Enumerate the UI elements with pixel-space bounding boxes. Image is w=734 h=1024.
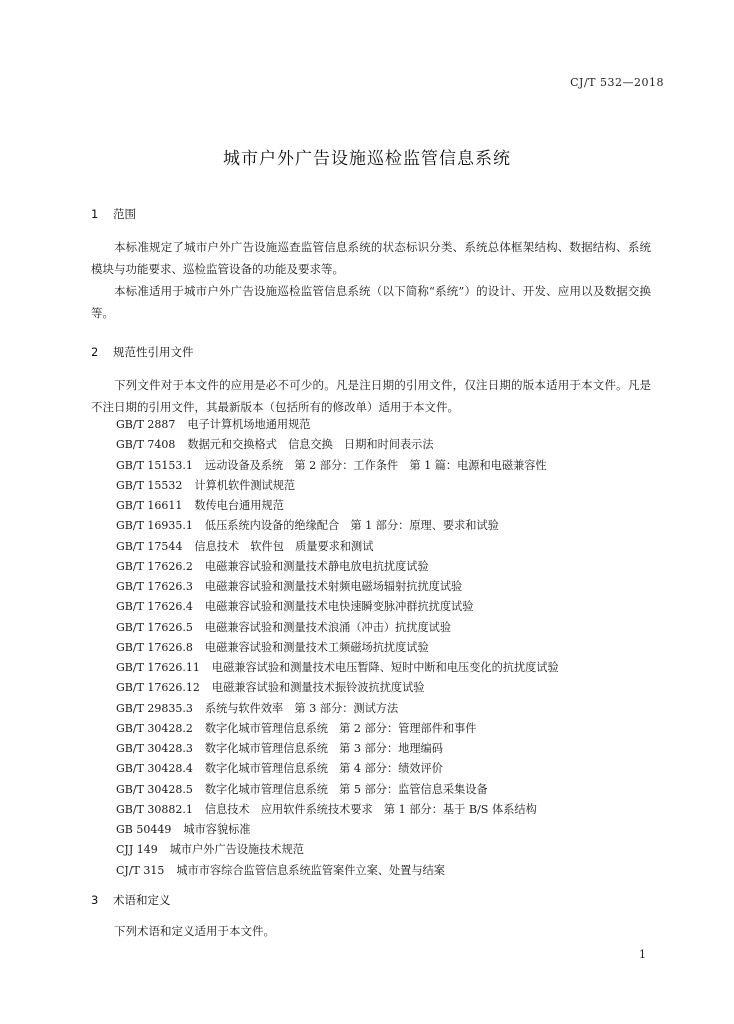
reference-code: GB/T 17626.12: [116, 681, 200, 695]
reference-list: [116, 415, 559, 881]
reference-item: [116, 435, 559, 455]
reference-title: 电磁兼容试验和测量技术静电放电抗扰度试验: [204, 559, 429, 573]
reference-code: GB/T 15153.1: [116, 458, 193, 472]
reference-code: GB/T 17626.11: [116, 661, 200, 674]
section-heading-normative-references: [91, 344, 194, 360]
reference-item: [116, 476, 559, 496]
reference-item: [116, 800, 559, 820]
terms-intro-paragraph: 下列术语和定义适用于本文件。: [114, 924, 275, 938]
reference-code: GB/T 16935.1: [116, 519, 193, 533]
reference-item: [116, 557, 559, 577]
reference-code: GB/T 30428.3: [116, 742, 193, 755]
reference-item: [116, 638, 559, 658]
section-number: 3: [91, 893, 99, 907]
reference-title: 数传电台通用规范: [194, 499, 284, 512]
reference-code: GB/T 17626.5: [116, 620, 193, 634]
reference-item: [116, 840, 559, 860]
reference-code: GB/T 30428.2: [116, 721, 193, 735]
reference-code: GB/T 17626.4: [116, 600, 193, 614]
reference-title: 数字化城市管理信息系统 第 5 部分：监管信息采集设备: [204, 782, 488, 796]
reference-item: [116, 658, 559, 678]
reference-code: GB/T 17626.2: [116, 559, 193, 573]
reference-title: 数字化城市管理信息系统 第 4 部分：绩效评价: [204, 762, 443, 776]
reference-title: 信息技术 软件包 质量要求和测试: [194, 539, 374, 553]
page-number: 1: [639, 948, 646, 961]
scope-paragraph-2: 本标准适用于城市户外广告设施巡检监管信息系统（以下简称“系统”）的设计、开发、应用以及数据交换等。: [91, 284, 651, 320]
section-heading-scope: [91, 206, 136, 222]
reference-code: GB/T 16611: [116, 499, 183, 512]
section-title: 术语和定义: [113, 893, 171, 907]
reference-item: [116, 618, 559, 638]
reference-item: [116, 759, 559, 779]
reference-code: GB/T 17544: [116, 539, 183, 553]
reference-title: 计算机软件测试规范: [194, 478, 296, 492]
reference-code: CJ/T 315: [116, 863, 165, 877]
reference-title: 远动设备及系统 第 2 部分：工作条件 第 1 篇：电源和电磁兼容性: [204, 458, 547, 472]
reference-item: [116, 861, 559, 881]
section-title: 范围: [113, 207, 136, 221]
standard-code: CJ/T 532—2018: [570, 76, 664, 89]
reference-title: 数字化城市管理信息系统 第 2 部分：管理部件和事件: [204, 721, 477, 735]
reference-code: GB/T 17626.3: [116, 580, 193, 593]
references-intro-paragraph: 下列文件对于本文件的应用是必不可少的。凡是注日期的引用文件，仅注日期的版本适用于本文件。凡是不注日期的引用文件，其最新版本（包括所有的修改单）适用于本文件。: [91, 378, 651, 414]
reference-code: CJJ 149: [116, 843, 158, 857]
reference-code: GB/T 30882.1: [116, 802, 193, 816]
reference-title: 信息技术 应用软件系统技术要求 第 1 部分：基于 B/S 体系结构: [204, 802, 537, 816]
reference-title: 城市容貌标准: [183, 823, 251, 836]
section-heading-terms-definitions: [91, 892, 171, 908]
reference-item: [116, 597, 559, 617]
reference-item: [116, 456, 559, 476]
reference-title: 电磁兼容试验和测量技术电压暂降、短时中断和电压变化的抗扰度试验: [211, 661, 559, 674]
reference-item: [116, 415, 559, 435]
reference-item: [116, 739, 559, 759]
reference-code: GB/T 30428.5: [116, 782, 193, 796]
scope-paragraph-1: 本标准规定了城市户外广告设施巡查监管信息系统的状态标识分类、系统总体框架结构、数据结构、系统模块与功能要求、巡检监管设备的功能及要求等。: [91, 240, 651, 276]
reference-code: GB/T 17626.8: [116, 640, 193, 654]
section-number: 1: [91, 207, 99, 221]
reference-code: GB/T 15532: [116, 478, 183, 492]
document-title: 城市户外广告设施巡检监管信息系统: [223, 149, 511, 169]
reference-title: 电磁兼容试验和测量技术浪涌（冲击）抗扰度试验: [204, 620, 452, 634]
reference-code: GB/T 7408: [116, 438, 176, 452]
reference-code: GB/T 29835.3: [116, 701, 193, 715]
reference-title: 电磁兼容试验和测量技术振铃波抗扰度试验: [211, 681, 425, 695]
section-title: 规范性引用文件: [113, 345, 194, 359]
reference-title: 城市户外广告设施技术规范: [169, 843, 304, 857]
reference-item: [116, 516, 559, 536]
reference-item: [116, 537, 559, 557]
reference-item: [116, 780, 559, 800]
reference-item: [116, 678, 559, 698]
reference-item: [116, 577, 559, 597]
reference-title: 电磁兼容试验和测量技术射频电磁场辐射抗扰度试验: [204, 580, 463, 593]
reference-item: [116, 719, 559, 739]
reference-title: 电子计算机场地通用规范: [187, 418, 311, 431]
reference-code: GB/T 30428.4: [116, 762, 193, 776]
reference-code: GB/T 2887: [116, 418, 176, 431]
reference-item: [116, 820, 559, 840]
reference-title: 低压系统内设备的绝缘配合 第 1 部分：原理、要求和试验: [204, 519, 499, 533]
reference-item: [116, 496, 559, 516]
reference-item: [116, 699, 559, 719]
reference-title: 系统与软件效率 第 3 部分：测试方法: [204, 701, 399, 715]
reference-title: 城市市容综合监管信息系统监管案件立案、处置与结案: [176, 863, 445, 877]
reference-title: 电磁兼容试验和测量技术工频磁场抗扰度试验: [204, 640, 429, 654]
reference-code: GB 50449: [116, 823, 172, 836]
reference-title: 数据元和交换格式 信息交换 日期和时间表示法: [187, 438, 434, 452]
reference-title: 电磁兼容试验和测量技术电快速瞬变脉冲群抗扰度试验: [204, 600, 474, 614]
reference-title: 数字化城市管理信息系统 第 3 部分：地理编码: [204, 742, 443, 755]
section-number: 2: [91, 345, 99, 359]
